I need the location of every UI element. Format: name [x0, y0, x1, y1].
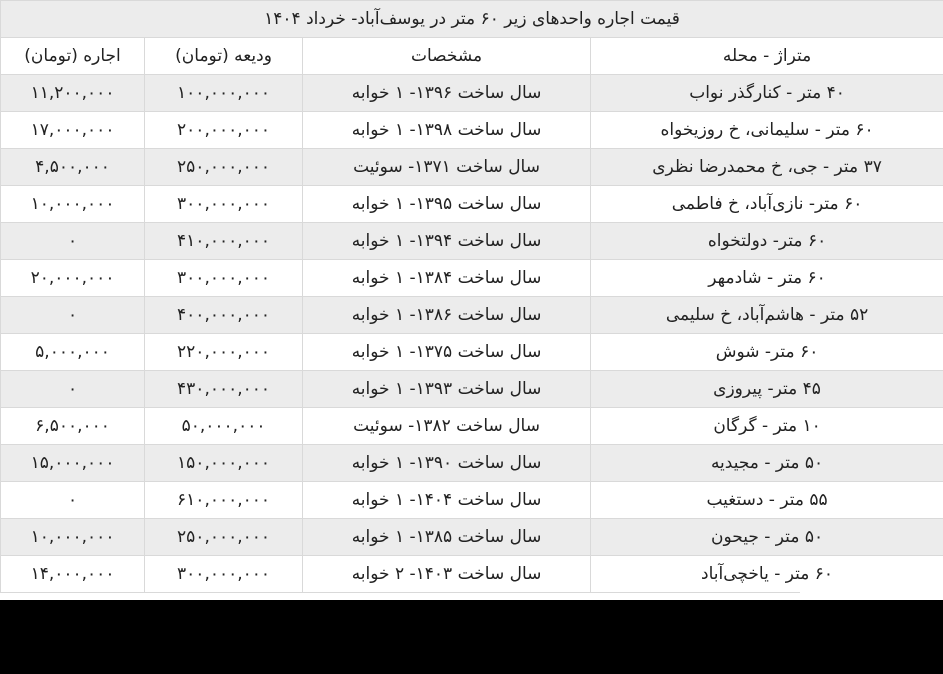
cell-deposit: ۴۱۰,۰۰۰,۰۰۰	[145, 223, 303, 260]
cell-area: ۴۵ متر- پیروزی	[591, 371, 943, 408]
title-row	[1, 1, 943, 38]
cell-area: ۳۷ متر - جی، خ محمدرضا نظری	[591, 149, 943, 186]
cell-area: ۶۰ متر - یاخچی‌آباد	[591, 556, 943, 593]
table-title: قیمت اجاره واحدهای زیر ۶۰ متر در یوسف‌آباد- خرداد ۱۴۰۴	[1, 1, 943, 38]
table-row	[1, 371, 943, 408]
cell-area: ۵۵ متر - دستغیب	[591, 482, 943, 519]
cell-spec: سال ساخت ۱۳۸۵- ۱ خوابه	[303, 519, 591, 556]
table-row	[1, 260, 943, 297]
cell-rent: ۶,۵۰۰,۰۰۰	[1, 408, 145, 445]
cell-rent: ۵,۰۰۰,۰۰۰	[1, 334, 145, 371]
table-row	[1, 482, 943, 519]
cell-spec: سال ساخت ۱۴۰۴- ۱ خوابه	[303, 482, 591, 519]
corner-patch	[800, 592, 943, 600]
cell-rent: ۱۷,۰۰۰,۰۰۰	[1, 112, 145, 149]
cell-rent: ۰	[1, 371, 145, 408]
cell-spec: سال ساخت ۱۳۹۰- ۱ خوابه	[303, 445, 591, 482]
cell-area: ۴۰ متر - کنارگذر نواب	[591, 75, 943, 112]
cell-spec: سال ساخت ۱۳۷۱- سوئیت	[303, 149, 591, 186]
table-row	[1, 556, 943, 593]
cell-area: ۶۰ متر - شادمهر	[591, 260, 943, 297]
cell-spec: سال ساخت ۱۳۸۲- سوئیت	[303, 408, 591, 445]
header-area: متراژ - محله	[591, 38, 943, 75]
table-row	[1, 112, 943, 149]
table-row	[1, 408, 943, 445]
cell-spec: سال ساخت ۱۳۹۸- ۱ خوابه	[303, 112, 591, 149]
cell-spec: سال ساخت ۱۳۹۶- ۱ خوابه	[303, 75, 591, 112]
cell-spec: سال ساخت ۱۳۹۳- ۱ خوابه	[303, 371, 591, 408]
header-row	[1, 38, 943, 75]
cell-deposit: ۲۵۰,۰۰۰,۰۰۰	[145, 149, 303, 186]
cell-deposit: ۳۰۰,۰۰۰,۰۰۰	[145, 186, 303, 223]
cell-deposit: ۴۳۰,۰۰۰,۰۰۰	[145, 371, 303, 408]
cell-area: ۶۰ متر- دولتخواه	[591, 223, 943, 260]
cell-rent: ۱۱,۲۰۰,۰۰۰	[1, 75, 145, 112]
table-body	[1, 75, 943, 593]
cell-rent: ۰	[1, 297, 145, 334]
header-spec: مشخصات	[303, 38, 591, 75]
table-row	[1, 519, 943, 556]
cell-spec: سال ساخت ۱۳۹۵- ۱ خوابه	[303, 186, 591, 223]
cell-rent: ۰	[1, 223, 145, 260]
cell-deposit: ۵۰,۰۰۰,۰۰۰	[145, 408, 303, 445]
table-row	[1, 334, 943, 371]
cell-deposit: ۳۰۰,۰۰۰,۰۰۰	[145, 260, 303, 297]
cell-area: ۵۰ متر - مجیدیه	[591, 445, 943, 482]
cell-deposit: ۱۵۰,۰۰۰,۰۰۰	[145, 445, 303, 482]
cell-spec: سال ساخت ۱۳۸۶- ۱ خوابه	[303, 297, 591, 334]
header-rent: اجاره (تومان)	[1, 38, 145, 75]
table-row	[1, 149, 943, 186]
cell-area: ۶۰ متر- شوش	[591, 334, 943, 371]
cell-spec: سال ساخت ۱۳۹۴- ۱ خوابه	[303, 223, 591, 260]
cell-rent: ۱۵,۰۰۰,۰۰۰	[1, 445, 145, 482]
table-row	[1, 186, 943, 223]
cell-area: ۶۰ متر - سلیمانی، خ روزیخواه	[591, 112, 943, 149]
table-row	[1, 445, 943, 482]
cell-rent: ۴,۵۰۰,۰۰۰	[1, 149, 145, 186]
cell-deposit: ۶۱۰,۰۰۰,۰۰۰	[145, 482, 303, 519]
cell-rent: ۱۰,۰۰۰,۰۰۰	[1, 519, 145, 556]
cell-area: ۱۰ متر - گرگان	[591, 408, 943, 445]
cell-deposit: ۲۲۰,۰۰۰,۰۰۰	[145, 334, 303, 371]
cell-deposit: ۳۰۰,۰۰۰,۰۰۰	[145, 556, 303, 593]
cell-spec: سال ساخت ۱۴۰۳- ۲ خوابه	[303, 556, 591, 593]
cell-deposit: ۱۰۰,۰۰۰,۰۰۰	[145, 75, 303, 112]
cell-spec: سال ساخت ۱۳۸۴- ۱ خوابه	[303, 260, 591, 297]
cell-deposit: ۲۵۰,۰۰۰,۰۰۰	[145, 519, 303, 556]
cell-rent: ۰	[1, 482, 145, 519]
cell-rent: ۱۴,۰۰۰,۰۰۰	[1, 556, 145, 593]
cell-area: ۵۲ متر - هاشم‌آباد، خ سلیمی	[591, 297, 943, 334]
header-deposit: ودیعه (تومان)	[145, 38, 303, 75]
cell-deposit: ۲۰۰,۰۰۰,۰۰۰	[145, 112, 303, 149]
cell-deposit: ۴۰۰,۰۰۰,۰۰۰	[145, 297, 303, 334]
table-row	[1, 297, 943, 334]
cell-spec: سال ساخت ۱۳۷۵- ۱ خوابه	[303, 334, 591, 371]
cell-rent: ۲۰,۰۰۰,۰۰۰	[1, 260, 145, 297]
table-row	[1, 223, 943, 260]
table-row	[1, 75, 943, 112]
cell-area: ۶۰ متر- نازی‌آباد، خ فاطمی	[591, 186, 943, 223]
cell-area: ۵۰ متر - جیحون	[591, 519, 943, 556]
cell-rent: ۱۰,۰۰۰,۰۰۰	[1, 186, 145, 223]
